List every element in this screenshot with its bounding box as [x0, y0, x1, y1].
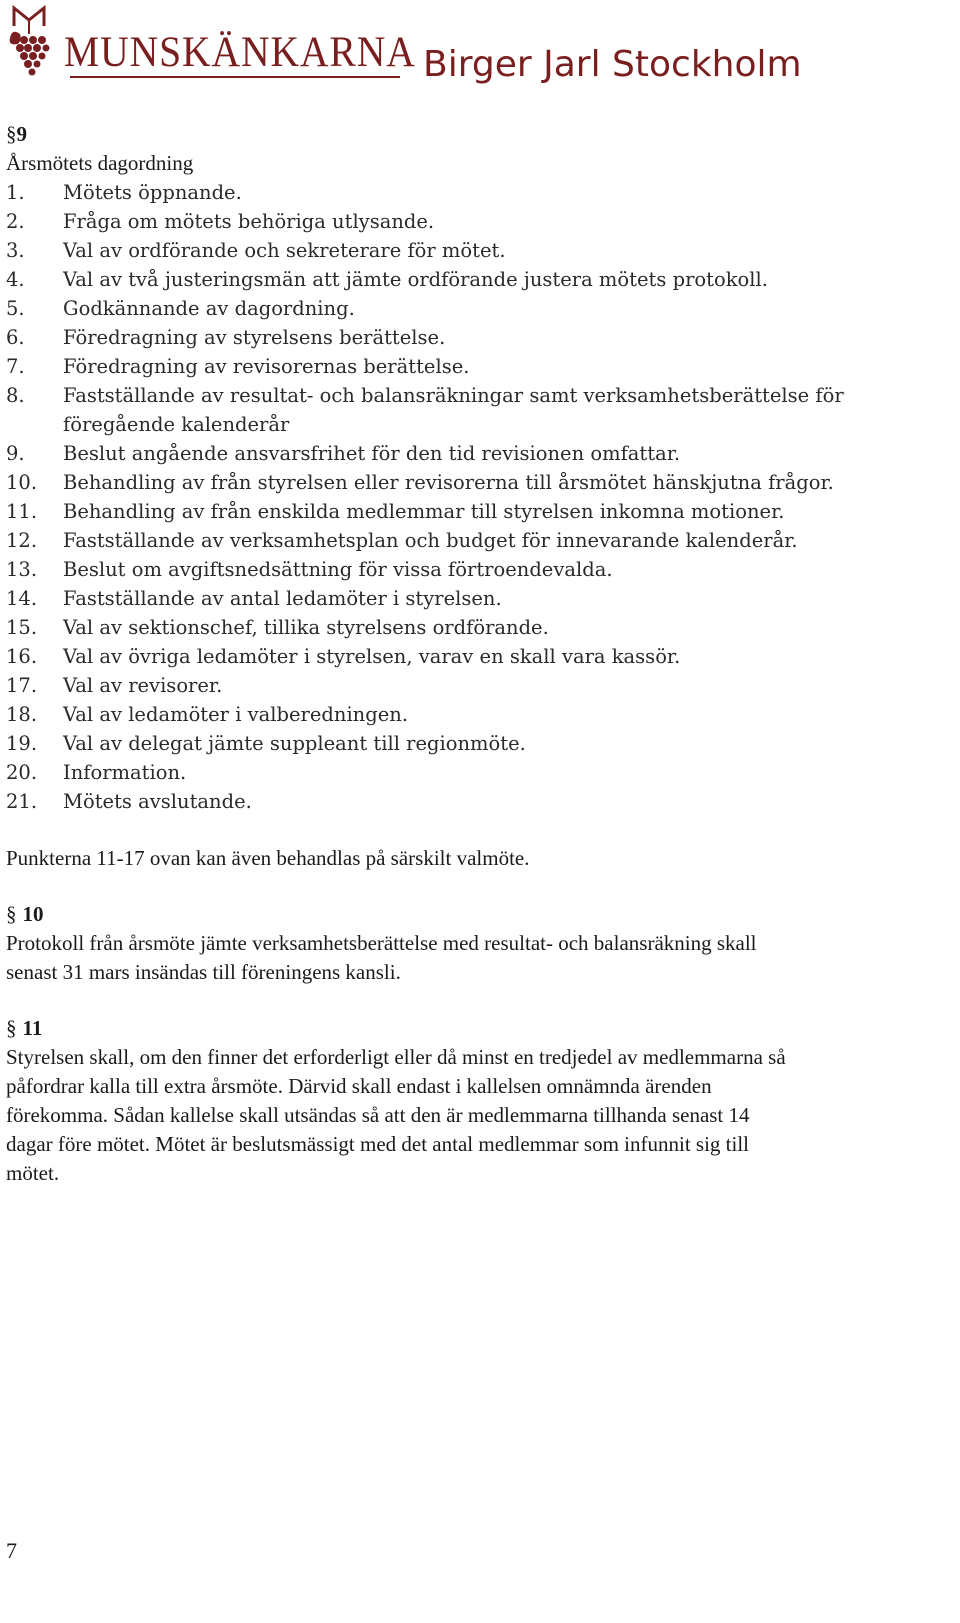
section-number: 10	[22, 902, 44, 926]
list-item	[6, 613, 946, 642]
header-city: Birger Jarl Stockholm	[423, 44, 802, 85]
list-item-number: 13.	[6, 558, 38, 581]
list-item	[6, 642, 946, 671]
list-item-number: 11.	[6, 500, 38, 523]
list-item-text: Fastställande av resultat- och balansräkningar samt verksamhetsberättelse för föregående kalenderår	[63, 384, 844, 436]
list-item-text: Fråga om mötets behöriga utlysande.	[63, 210, 435, 233]
list-item	[6, 439, 946, 468]
list-item-text: Beslut om avgiftsnedsättning för vissa förtroendevalda.	[63, 558, 613, 581]
list-item-number: 5.	[6, 297, 25, 320]
list-item-number: 10.	[6, 471, 38, 494]
paragraph-line: Styrelsen skall, om den finner det erforderligt eller då minst en tredjedel av medlemmarna så	[6, 1045, 786, 1069]
document-body	[6, 120, 946, 1188]
list-item	[6, 787, 946, 816]
list-item-number: 15.	[6, 616, 38, 639]
section-heading-9	[6, 120, 946, 149]
spacer	[6, 816, 946, 844]
list-item-number: 8.	[6, 384, 25, 407]
list-item-text: Beslut angående ansvarsfrihet för den tid revisionen omfattar.	[63, 442, 681, 465]
list-item-text: Föredragning av revisorernas berättelse.	[63, 355, 470, 378]
paragraph-line: mötet.	[6, 1161, 60, 1185]
list-item	[6, 381, 946, 439]
list-item	[6, 236, 946, 265]
grape-cluster-logo-icon	[6, 4, 52, 82]
agenda-list	[6, 178, 946, 816]
paragraph-line: dagar före mötet. Mötet är beslutsmässigt med det antal medlemmar som infunnit sig till	[6, 1132, 750, 1156]
section-mark: §	[6, 122, 17, 146]
list-item	[6, 323, 946, 352]
list-item-text: Behandling av från enskilda medlemmar till styrelsen inkomna motioner.	[63, 500, 785, 523]
list-item-text: Val av revisorer.	[63, 674, 223, 697]
list-item-number: 6.	[6, 326, 25, 349]
section-mark: §	[6, 902, 17, 926]
page-header	[0, 0, 960, 110]
list-item-number: 9.	[6, 442, 25, 465]
list-item-text: Behandling av från styrelsen eller revisorerna till årsmötet hänskjutna frågor.	[63, 471, 834, 494]
list-item-number: 14.	[6, 587, 38, 610]
section-number: 9	[16, 122, 27, 146]
list-item	[6, 555, 946, 584]
list-item-text: Val av ledamöter i valberedningen.	[63, 703, 409, 726]
list-item-number: 4.	[6, 268, 25, 291]
list-item-number: 2.	[6, 210, 25, 233]
section-mark: §	[6, 1016, 17, 1040]
list-item-text: Fastställande av antal ledamöter i styrelsen.	[63, 587, 502, 610]
list-item	[6, 700, 946, 729]
list-item-text: Mötets öppnande.	[63, 181, 242, 204]
list-item-text: Mötets avslutande.	[63, 790, 252, 813]
list-item-text: Godkännande av dagordning.	[63, 297, 355, 320]
list-item-text: Val av delegat jämte suppleant till regionmöte.	[63, 732, 526, 755]
paragraph-line: påfordrar kalla till extra årsmöte. Därvid skall endast i kallelsen omnämnda ärenden	[6, 1074, 712, 1098]
list-item	[6, 584, 946, 613]
list-item-text: Föredragning av styrelsens berättelse.	[63, 326, 446, 349]
section-heading-11	[6, 1014, 946, 1043]
list-item-text: Fastställande av verksamhetsplan och budget för innevarande kalenderår.	[63, 529, 798, 552]
logo-wordmark: MUNSKÄNKARNA	[64, 29, 416, 76]
list-item	[6, 758, 946, 787]
section-title: Årsmötets dagordning	[6, 151, 194, 175]
list-item-text: Val av övriga ledamöter i styrelsen, varav en skall vara kassör.	[63, 645, 681, 668]
list-item-text: Val av ordförande och sekreterare för mötet.	[63, 239, 506, 262]
list-item-text: Val av två justeringsmän att jämte ordförande justera mötets protokoll.	[63, 268, 768, 291]
list-item-number: 12.	[6, 529, 38, 552]
page-number: 7	[6, 1538, 17, 1563]
list-item-number: 21.	[6, 790, 38, 813]
logo-underline	[70, 76, 400, 78]
list-item-number: 16.	[6, 645, 38, 668]
list-item	[6, 671, 946, 700]
section-number: 11	[22, 1016, 43, 1040]
list-item-number: 7.	[6, 355, 25, 378]
list-item	[6, 468, 946, 497]
list-item	[6, 526, 946, 555]
list-item-number: 19.	[6, 732, 38, 755]
paragraph-line: Protokoll från årsmöte jämte verksamhetsberättelse med resultat- och balansräkning skall	[6, 931, 757, 955]
list-item-number: 18.	[6, 703, 38, 726]
list-item	[6, 178, 946, 207]
list-item	[6, 352, 946, 381]
section-heading-10	[6, 900, 946, 929]
paragraph-line: senast 31 mars insändas till föreningens kansli.	[6, 960, 401, 984]
list-item	[6, 294, 946, 323]
list-item	[6, 729, 946, 758]
spacer	[6, 873, 946, 900]
list-item-text: Val av sektionschef, tillika styrelsens ordförande.	[63, 616, 549, 639]
list-item	[6, 207, 946, 236]
paragraph-line: förekomma. Sådan kallelse skall utsändas så att den är medlemmarna tillhanda senast 14	[6, 1103, 750, 1127]
list-item-text: Information.	[63, 761, 187, 784]
agenda-note: Punkterna 11-17 ovan kan även behandlas på särskilt valmöte.	[6, 846, 530, 870]
list-item-number: 17.	[6, 674, 38, 697]
list-item	[6, 265, 946, 294]
list-item	[6, 497, 946, 526]
spacer	[6, 987, 946, 1014]
list-item-number: 3.	[6, 239, 25, 262]
list-item-number: 20.	[6, 761, 38, 784]
list-item-number: 1.	[6, 181, 25, 204]
